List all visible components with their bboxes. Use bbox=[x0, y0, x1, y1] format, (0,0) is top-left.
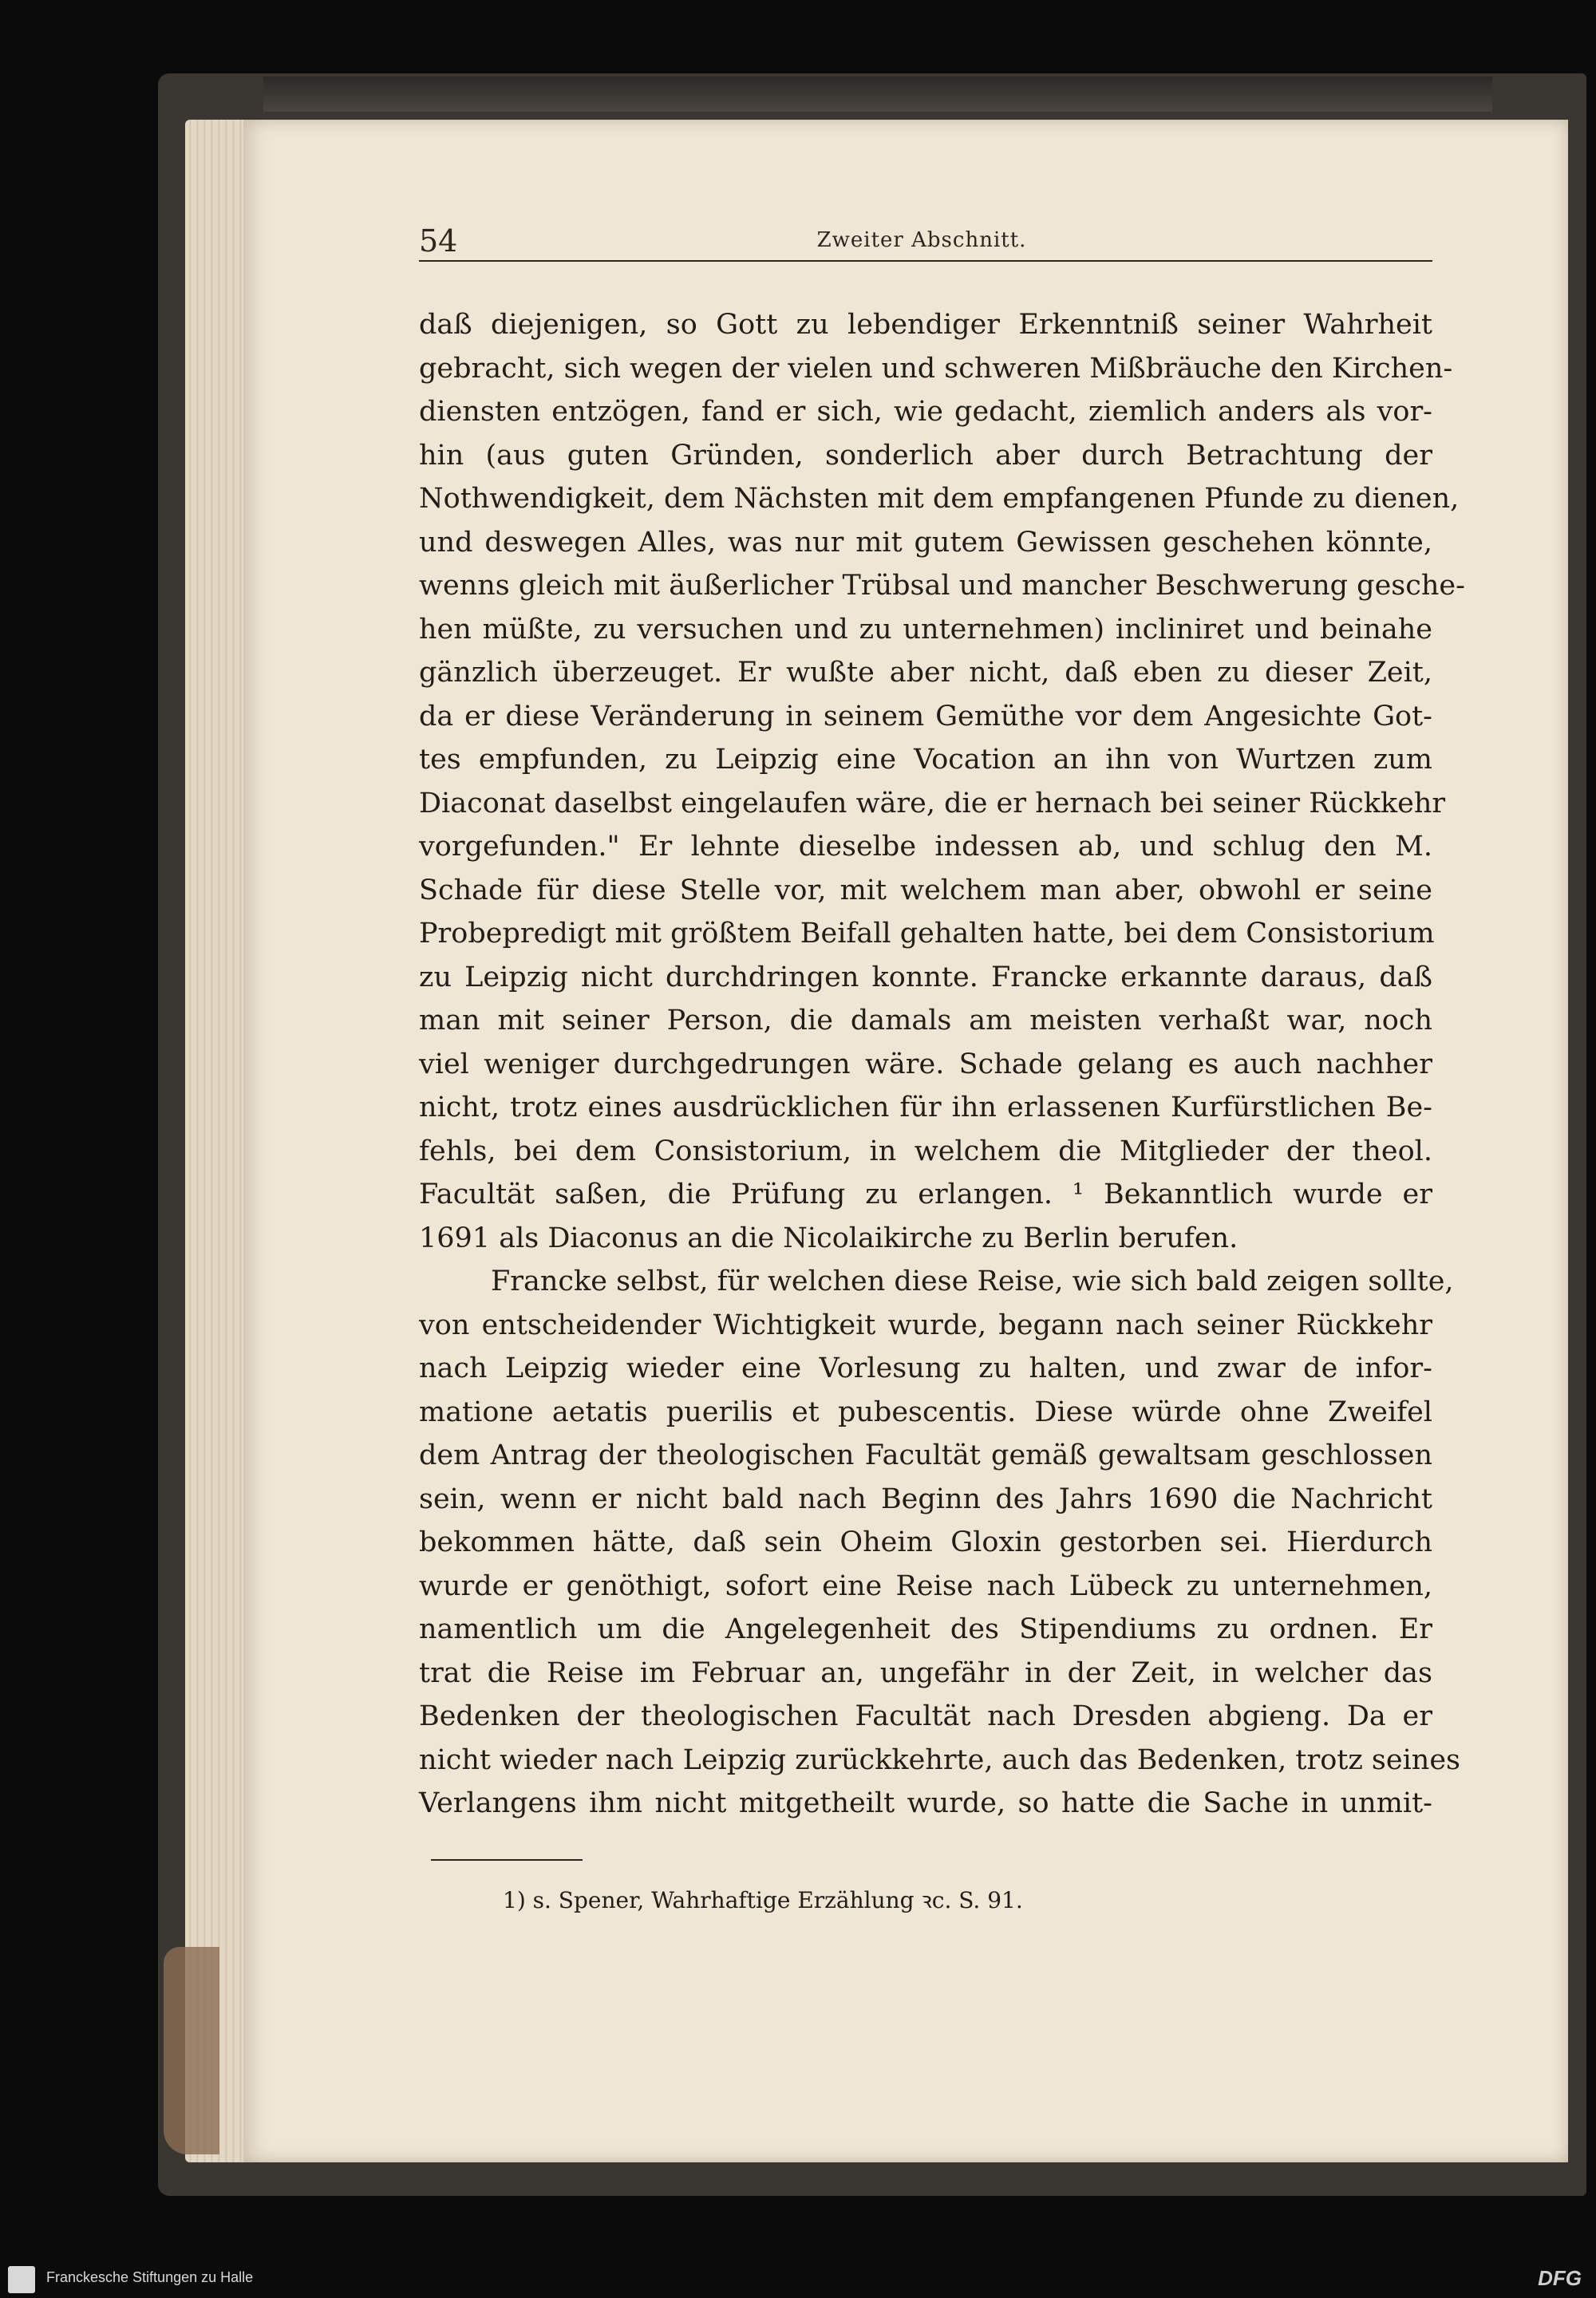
text-line: Nothwendigkeit, dem Nächsten mit dem empfangenen Pfunde zu dienen, bbox=[419, 483, 1460, 515]
page-stack-edge bbox=[185, 120, 249, 2162]
text-line: bekommen hätte, daß sein Oheim Gloxin gestorben sei. Hierdurch bbox=[419, 1526, 1432, 1558]
text-line: vorgefunden." Er lehnte dieselbe indessen ab, und schlug den M. bbox=[419, 831, 1432, 863]
text-line: diensten entzögen, fand er sich, wie gedacht, ziemlich anders als vor- bbox=[419, 396, 1432, 428]
text-line: dem Antrag der theologischen Facultät gemäß gewaltsam geschlossen bbox=[419, 1439, 1432, 1471]
text-line: Bedenken der theologischen Facultät nach Dresden abgieng. Da er bbox=[419, 1700, 1432, 1732]
footnote: 1) s. Spener, Wahrhaftige Erzählung ꝛc. S. 91. bbox=[503, 1887, 1023, 1913]
header-rule bbox=[419, 260, 1432, 262]
institution-logo-icon bbox=[8, 2266, 35, 2293]
text-line: fehls, bei dem Consistorium, in welchem die Mitglieder der theol. bbox=[419, 1135, 1432, 1167]
text-line: viel weniger durchgedrungen wäre. Schade gelang es auch nachher bbox=[419, 1048, 1432, 1080]
book-page bbox=[243, 120, 1568, 2162]
text-line: Diaconat daselbst eingelaufen wäre, die er hernach bei seiner Rückkehr bbox=[419, 787, 1446, 819]
text-line: hen müßte, zu versuchen und zu unternehmen) incliniret und beinahe bbox=[419, 613, 1432, 646]
running-head: Zweiter Abschnitt. bbox=[816, 228, 1027, 252]
text-line: nicht, trotz eines ausdrücklichen für ihn erlassenen Kurfürstlichen Be- bbox=[419, 1092, 1432, 1123]
text-line: wurde er genöthigt, sofort eine Reise nach Lübeck zu unternehmen, bbox=[419, 1570, 1432, 1602]
body-text bbox=[419, 303, 1465, 1826]
text-line: trat die Reise im Februar an, ungefähr in der Zeit, in welcher das bbox=[419, 1656, 1432, 1689]
text-line: gänzlich überzeuget. Er wußte aber nicht, daß eben zu dieser Zeit, bbox=[419, 657, 1432, 689]
text-line: hin (aus guten Gründen, sonderlich aber durch Betrachtung der bbox=[419, 439, 1432, 472]
text-line: Facultät saßen, die Prüfung zu erlangen. ¹ Bekanntlich wurde er bbox=[419, 1179, 1432, 1210]
text-line: matione aetatis puerilis et pubescentis. Diese würde ohne Zweifel bbox=[419, 1396, 1432, 1428]
text-line: 1691 als Diaconus an die Nicolaikirche zu Berlin berufen. bbox=[419, 1222, 1238, 1254]
text-line: wenns gleich mit äußerlicher Trübsal und mancher Beschwerung gesche- bbox=[419, 570, 1465, 602]
text-line: gebracht, sich wegen der vielen und schweren Mißbräuche den Kirchen- bbox=[419, 352, 1453, 385]
footnote-rule bbox=[431, 1859, 583, 1861]
text-line: Schade für diese Stelle vor, mit welchem man aber, obwohl er seine bbox=[419, 874, 1432, 906]
text-line: daß diejenigen, so Gott zu lebendiger Erkenntniß seiner Wahrheit bbox=[419, 309, 1432, 341]
text-line: namentlich um die Angelegenheit des Stipendiums zu ordnen. Er bbox=[419, 1613, 1432, 1645]
institution-name: Franckesche Stiftungen zu Halle bbox=[46, 2269, 254, 2285]
damaged-corner bbox=[164, 1947, 219, 2154]
text-line: zu Leipzig nicht durchdringen konnte. Francke erkannte daraus, daß bbox=[419, 961, 1432, 993]
text-line: von entscheidender Wichtigkeit wurde, begann nach seiner Rückkehr bbox=[419, 1309, 1432, 1341]
viewer-footer bbox=[0, 2260, 1596, 2298]
text-line: nach Leipzig wieder eine Vorlesung zu halten, und zwar de infor- bbox=[419, 1352, 1432, 1384]
page-header bbox=[419, 223, 1432, 271]
text-line: Probepredigt mit größtem Beifall gehalten hatte, bei dem Consistorium bbox=[419, 918, 1435, 950]
text-line: und deswegen Alles, was nur mit gutem Gewissen geschehen könnte, bbox=[419, 526, 1432, 559]
text-line: da er diese Veränderung in seinem Gemüthe vor dem Angesichte Got- bbox=[419, 700, 1432, 732]
text-line: sein, wenn er nicht bald nach Beginn des Jahrs 1690 die Nachricht bbox=[419, 1483, 1432, 1515]
dfg-logo: DFG bbox=[1538, 2266, 1582, 2290]
text-line: Francke selbst, für welchen diese Reise, wie sich bald zeigen sollte, bbox=[491, 1265, 1454, 1297]
page-number: 54 bbox=[419, 223, 458, 259]
text-line: tes empfunden, zu Leipzig eine Vocation an ihn von Wurtzen zum bbox=[419, 744, 1432, 776]
text-line: nicht wieder nach Leipzig zurückkehrte, auch das Bedenken, trotz seines bbox=[419, 1743, 1461, 1776]
text-line: man mit seiner Person, die damals am meisten verhaßt war, noch bbox=[419, 1005, 1432, 1036]
text-line: Verlangens ihm nicht mitgetheilt wurde, so hatte die Sache in unmit- bbox=[419, 1787, 1432, 1819]
book-top-edge bbox=[263, 77, 1492, 112]
